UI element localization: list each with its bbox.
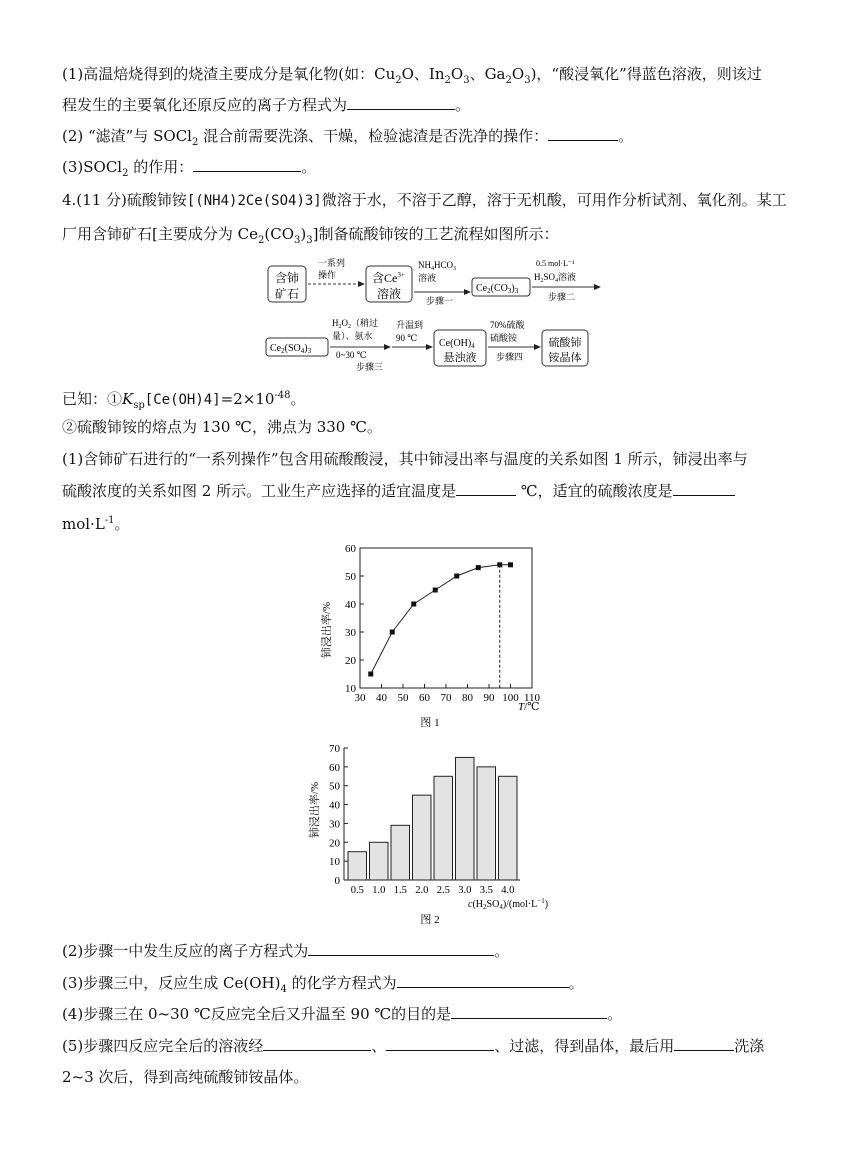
text: 洗涤: [734, 1037, 765, 1055]
sub: 2: [257, 235, 265, 246]
flow-arrow4-top2: 量）、氨水: [332, 331, 373, 341]
flow-box5-line1: $Ce(OH)_4$: [439, 338, 475, 350]
q4-intro-line1: [62, 190, 787, 211]
chart2-x-tick-label: 0.5: [350, 885, 364, 896]
chart1-y-tick-label: 20: [345, 655, 356, 667]
chart2-bar: [434, 776, 453, 880]
flow-arrow3-bot: 步骤二: [548, 292, 576, 302]
chart-figure-1: [318, 540, 548, 730]
chart1-x-tick-label: 90: [483, 692, 495, 704]
chart2-x-tick-label: 3.5: [479, 885, 493, 896]
sub: 2: [395, 75, 402, 86]
flow-arrow1-hidden: 一系列操作: [260, 254, 265, 255]
text: 。: [494, 942, 510, 960]
chart1-point: [433, 588, 438, 593]
answer-blank[interactable]: [451, 1004, 607, 1019]
sub: sp: [133, 400, 145, 411]
sup: -48: [274, 390, 291, 401]
q-prev-part1-line1: [62, 64, 762, 91]
sub: 3: [463, 75, 470, 86]
chart2-y-tick-label: 20: [329, 837, 340, 850]
chart1-title: 图 1: [420, 717, 440, 729]
flow-box1-line2: 矿石: [274, 287, 300, 301]
text: 混合前需要洗涤、干燥，检验滤渣是否洗净的操作：: [198, 127, 549, 145]
chart2-title: 图 2: [420, 914, 440, 926]
flow-box4: $Ce_2(SO_4)_3$: [270, 343, 312, 355]
text: )，“酸浸氧化”得蓝色溶液，则该过: [530, 65, 762, 83]
chart2-x-tick-label: 3.0: [458, 885, 472, 896]
text: 。: [455, 96, 471, 114]
formula: [Ce(OH)4]: [144, 392, 221, 408]
flow-arrow2-bot: 步骤一: [426, 296, 454, 306]
chart-figure-2: [300, 738, 570, 928]
q-prev-part3: [62, 157, 316, 184]
text: (1)含铈矿石进行的“一系列操作”包含用硫酸酸浸，其中铈浸出率与温度的关系如图 1 所示，铈浸出率与: [62, 450, 748, 468]
text: 2~3 次后，得到高纯硫酸铈铵晶体。: [62, 1068, 309, 1086]
chart2-y-tick-label: 40: [329, 799, 340, 812]
chart2-xlabel: $c(H_2SO_4)/(mol\cdot L^{-1})$: [468, 897, 549, 911]
chart2-x-tick-label: 1.5: [393, 885, 407, 896]
text: 。: [301, 158, 317, 176]
flow-arrow6-top1: 70%硫酸: [490, 320, 525, 330]
chart2-bar: [370, 842, 389, 880]
q-prev-part1-line2: [62, 95, 470, 115]
chart2-x-tick-label: 2.0: [415, 885, 429, 896]
chart2-x-tick-label: 2.5: [436, 885, 450, 896]
flow-arrow4-bot: 步骤三: [356, 362, 384, 372]
chart1-y-tick-label: 10: [345, 683, 356, 695]
text: K: [122, 390, 134, 408]
q4-sub3: [62, 973, 584, 1000]
answer-blank[interactable]: [674, 1036, 734, 1051]
text: 。: [114, 515, 130, 533]
chart2-bar: [499, 776, 518, 880]
flow-box6-line2: 铵晶体: [548, 352, 582, 364]
chart1-point: [368, 672, 373, 677]
flow-box3: $Ce_2(CO_3)_3$: [476, 283, 519, 295]
q4-sub5-line2: [62, 1067, 308, 1087]
text: O: [450, 65, 464, 83]
sub: 2: [505, 75, 512, 86]
text: (CO: [264, 225, 294, 243]
text: 。: [607, 1005, 623, 1023]
chart1-point: [390, 630, 395, 635]
chart1-x-tick-label: 50: [397, 692, 409, 704]
chart1-point: [454, 574, 459, 579]
text: 、: [371, 1037, 387, 1055]
answer-blank[interactable]: [308, 941, 494, 956]
chart1-series-line: [371, 565, 511, 674]
flow-box2-line1: 含$Ce^{3+}$: [372, 271, 405, 285]
chart1-x-tick-label: 100: [502, 692, 519, 704]
answer-blank[interactable]: [263, 1036, 371, 1051]
chart2-bar: [456, 757, 475, 880]
text: (2)步骤一中发生反应的离子方程式为: [62, 942, 309, 960]
text: ): [300, 225, 307, 243]
sub: 3: [306, 235, 313, 246]
chart1-plot-frame: [360, 548, 532, 688]
chart2-bar: [348, 852, 367, 880]
q4-sub4: [62, 1004, 622, 1024]
chart1-ylabel: 铈浸出率/%: [321, 601, 333, 659]
text: 的作用：: [128, 158, 194, 176]
chart1-y-tick-label: 30: [345, 627, 356, 639]
chart1-y-tick-label: 60: [345, 543, 356, 555]
chart2-ylabel: 铈浸出率/%: [309, 781, 321, 839]
chart1-x-tick-label: 110: [523, 692, 541, 704]
q4-sub2: [62, 941, 509, 961]
chart1-point: [508, 562, 513, 567]
chart2-bar: [413, 795, 432, 880]
flow-arrow6-top2: 硫酸铵: [490, 333, 518, 343]
flow-arrow3-top2: $H_2SO_4$溶液: [534, 272, 577, 284]
text: (3)SOCl: [62, 158, 123, 176]
text: 的化学方程式为: [286, 974, 397, 992]
text: 。: [568, 974, 584, 992]
text: O、In: [401, 65, 445, 83]
answer-blank[interactable]: [397, 973, 569, 988]
text: 4.(11 分)硫酸铈铵: [62, 191, 187, 209]
process-flow-diagram: [260, 254, 620, 372]
chart2-y-tick-label: 70: [329, 743, 340, 755]
text: 、过滤，得到晶体，最后用: [494, 1037, 675, 1055]
flow-box5-line2: 悬浊液: [443, 352, 477, 364]
text: mol·L: [62, 515, 105, 533]
formula: [(NH4)2Ce(SO4)3]: [186, 193, 322, 209]
answer-blank[interactable]: [456, 481, 516, 496]
chart2-bar: [391, 825, 410, 880]
q4-known1: [62, 386, 306, 416]
q4-sub1-line1: [62, 449, 748, 469]
flow-box2-line2: 溶液: [376, 287, 402, 301]
text: 厂用含铈矿石[主要成分为 Ce: [62, 225, 258, 243]
text: (4)步骤三在 0~30 ℃反应完全后又升温至 90 ℃的目的是: [62, 1005, 452, 1023]
flow-arrow4-top1: $H_2O_2$（稍过: [332, 318, 379, 330]
q4-sub5-line1: [62, 1036, 764, 1056]
chart2-y-tick-label: 50: [329, 780, 340, 793]
flow-arrow2-top1: $NH_4HCO_3$: [418, 260, 457, 272]
flow-arrow1-label: 一系列操作: [318, 258, 346, 280]
chart1-x-tick-label: 80: [462, 692, 473, 704]
chart2-y-tick-label: 60: [329, 761, 340, 774]
q4-sub1-line2: [62, 481, 735, 501]
text: 、Ga: [469, 65, 506, 83]
answer-blank[interactable]: [673, 481, 735, 496]
text: 。: [290, 390, 306, 408]
chart1-x-tick-label: 40: [376, 692, 387, 704]
text: (2) “滤渣”与 SOCl: [62, 127, 192, 145]
sub: 3: [524, 75, 531, 86]
chart1-x-tick-label: 30: [354, 692, 366, 704]
chart2-y-tick-label: 0: [334, 875, 340, 887]
flow-box6-line1: 硫酸铈: [548, 337, 582, 349]
text: (3)步骤三中，反应生成 Ce(OH): [62, 974, 281, 992]
text: (1)高温焙烧得到的烧渣主要成分是氧化物(如：Cu: [62, 65, 396, 83]
text: ②硫酸铈铵的熔点为 130 ℃，沸点为 330 ℃。: [62, 418, 382, 436]
chart1-xlabel: T/℃: [518, 701, 540, 713]
sub: 4: [280, 984, 287, 995]
q4-known2: [62, 417, 382, 437]
text: 微溶于水，不溶于乙醇，溶于无机酸，可用作分析试剂、氧化剂。某工: [321, 191, 787, 209]
chart2-x-tick-label: 1.0: [372, 885, 386, 896]
chart1-point: [476, 565, 481, 570]
text: (5)步骤四反应完全后的溶液经: [62, 1037, 264, 1055]
sup: -1: [104, 515, 115, 526]
chart2-y-tick-label: 30: [329, 818, 340, 831]
flow-arrow5-top2: 90 ℃: [396, 333, 418, 343]
answer-blank[interactable]: [548, 126, 618, 141]
flow-arrow2-top2: 溶液: [418, 273, 437, 283]
text: 程发生的主要氧化还原反应的离子方程式为: [62, 96, 348, 114]
q4-sub1-line3: [62, 511, 130, 534]
chart1-point: [411, 602, 416, 607]
text: 。: [618, 127, 634, 145]
flow-arrow5-top1: 升温到: [396, 320, 424, 330]
sub: 2: [444, 75, 451, 86]
sub: 2: [122, 168, 129, 179]
flow-arrow4-cond: 0~30 ℃: [336, 350, 367, 360]
chart1-y-tick-label: 50: [345, 571, 356, 583]
flow-arrow6-bot: 步骤四: [496, 352, 524, 362]
flow-box1-line1: 含铈: [274, 271, 300, 285]
chart1-x-tick-label: 60: [419, 692, 430, 704]
text: ]制备硫酸铈铵的工艺流程如图所示：: [312, 225, 559, 243]
text: O: [511, 65, 525, 83]
text: =2×10: [220, 390, 275, 408]
text: 硫酸浓度的关系如图 2 所示。工业生产应选择的适宜温度是: [62, 482, 457, 500]
flow-arrow3-top1: 0.5 mol·L⁻¹: [536, 259, 575, 268]
q4-intro-line2: [62, 224, 558, 251]
chart2-bar: [477, 767, 496, 880]
chart2-y-tick-label: 10: [329, 856, 340, 869]
q-prev-part2: [62, 126, 633, 153]
text: ℃，适宜的硫酸浓度是: [516, 482, 673, 500]
answer-blank[interactable]: [386, 1036, 494, 1051]
chart1-y-tick-label: 40: [345, 599, 356, 611]
chart2-x-tick-label: 4.0: [501, 885, 515, 896]
sub: 3: [294, 235, 301, 246]
answer-blank[interactable]: [347, 95, 455, 110]
text: 已知：①: [62, 390, 123, 408]
answer-blank[interactable]: [193, 157, 301, 172]
chart1-x-tick-label: 70: [440, 692, 452, 704]
sub: 2: [191, 137, 199, 148]
